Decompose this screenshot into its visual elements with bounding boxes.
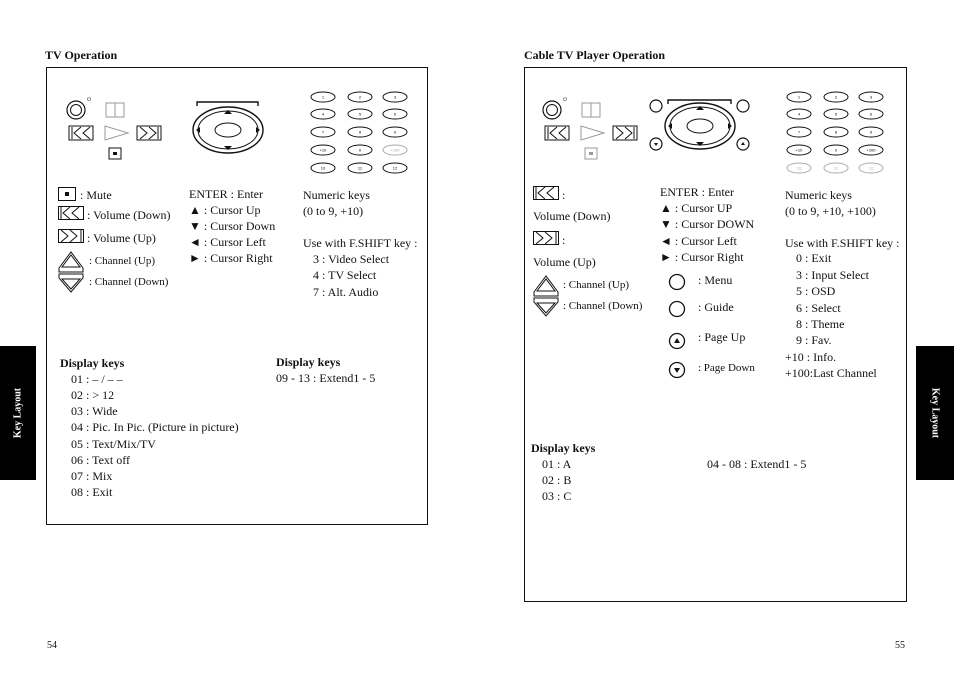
- left-numeric-keypad-icon: [310, 90, 410, 176]
- volume-up-icon: [533, 231, 559, 245]
- left-display-item: 07 : Mix: [71, 469, 113, 483]
- volume-down-icon: [533, 186, 559, 200]
- left-numeric-keys-label: Numeric keys: [303, 188, 370, 202]
- right-cursor-up-label: ▲ : Cursor UP: [660, 201, 733, 215]
- left-fshift-item: 7 : Alt. Audio: [313, 285, 379, 299]
- right-fshift-item: 0 : Exit: [796, 251, 832, 265]
- svg-text:2: 2: [834, 94, 838, 100]
- right-power-transport-icons: [540, 96, 650, 166]
- left-display-item: 08 : Exit: [71, 485, 113, 499]
- left-display-item: 04 : Pic. In Pic. (Picture in picture): [71, 420, 239, 434]
- right-channel-up-label: : Channel (Up): [563, 279, 629, 291]
- left-display-keys-title-2: Display keys: [276, 355, 341, 369]
- left-cursor-right-label: ► : Cursor Right: [189, 251, 273, 265]
- left-enter-label: ENTER : Enter: [189, 187, 263, 201]
- left-cursor-left-label: ◄ : Cursor Left: [189, 235, 266, 249]
- left-tab-label: Key Layout: [12, 387, 24, 439]
- svg-text:1: 1: [797, 94, 801, 100]
- left-page-title: TV Operation: [45, 48, 118, 62]
- right-enter-label: ENTER : Enter: [660, 185, 734, 199]
- svg-text:3: 3: [869, 94, 873, 100]
- right-fshift-item: 3 : Input Select: [796, 268, 869, 282]
- svg-text:9: 9: [393, 129, 397, 135]
- left-volume-down-label: : Volume (Down): [87, 208, 171, 222]
- left-display-item: 03 : Wide: [71, 404, 118, 418]
- right-page-title: Cable TV Player Operation: [524, 48, 665, 62]
- svg-text:11: 11: [833, 165, 839, 171]
- right-pageup-label: : Page Up: [698, 330, 746, 344]
- left-channel-down-label: : Channel (Down): [89, 276, 169, 288]
- svg-text:4: 4: [797, 111, 801, 117]
- svg-text:8: 8: [358, 129, 362, 135]
- right-fshift-item: +100:Last Channel: [785, 366, 877, 380]
- right-fshift-item: 5 : OSD: [796, 284, 836, 298]
- volume-up-icon: [58, 229, 84, 243]
- right-menu-label: : Menu: [698, 273, 733, 287]
- left-mute-label: : Mute: [80, 188, 112, 202]
- svg-text:11: 11: [357, 165, 363, 171]
- svg-text:0: 0: [358, 147, 362, 153]
- right-dpad-icon: [648, 98, 758, 156]
- left-fshift-item: 4 : TV Select: [313, 268, 377, 282]
- svg-text:3: 3: [393, 94, 397, 100]
- left-display-item: 01 : – / – –: [71, 372, 123, 386]
- right-display-keys-title: Display keys: [531, 441, 596, 455]
- svg-text:0: 0: [834, 147, 838, 153]
- svg-text:12: 12: [868, 165, 874, 171]
- right-display-item: 01 : A: [542, 457, 572, 471]
- left-display-extend: 09 - 13 : Extend1 - 5: [276, 371, 376, 385]
- left-volume-up-label: : Volume (Up): [87, 231, 156, 245]
- svg-text:10: 10: [796, 165, 802, 171]
- right-numeric-keypad-icon: [786, 90, 886, 176]
- svg-text:6: 6: [393, 111, 397, 117]
- svg-text:⏻: ⏻: [563, 97, 567, 103]
- left-fshift-label: Use with F.SHIFT key :: [303, 236, 418, 250]
- right-cursor-left-label: ◄ : Cursor Left: [660, 234, 737, 248]
- channel-up-down-icon: [532, 274, 562, 318]
- right-channel-down-label: : Channel (Down): [563, 300, 643, 312]
- svg-text:10: 10: [320, 165, 326, 171]
- svg-text:7: 7: [321, 129, 325, 135]
- left-display-item: 06 : Text off: [71, 453, 131, 467]
- guide-button-icon: [668, 300, 686, 318]
- svg-text:1: 1: [321, 94, 325, 100]
- right-display-item: 02 : B: [542, 473, 572, 487]
- left-display-keys-title: Display keys: [60, 356, 125, 370]
- right-fshift-label: Use with F.SHIFT key :: [785, 236, 900, 250]
- svg-text:9: 9: [869, 129, 873, 135]
- right-volume-up-label: Volume (Up): [533, 255, 596, 269]
- left-dpad-icon: [188, 100, 268, 158]
- page-down-icon: [668, 361, 686, 379]
- right-fshift-item: 9 : Fav.: [796, 333, 832, 347]
- svg-text:7: 7: [797, 129, 801, 135]
- svg-text:8: 8: [834, 129, 838, 135]
- right-volume-down-colon: :: [562, 188, 566, 202]
- channel-up-down-icon: [57, 250, 87, 294]
- svg-text:2: 2: [358, 94, 362, 100]
- left-display-item: 05 : Text/Mix/TV: [71, 437, 156, 451]
- svg-text:+100: +100: [390, 147, 400, 153]
- right-cursor-down-label: ▼ : Cursor DOWN: [660, 217, 755, 231]
- svg-text:6: 6: [869, 111, 873, 117]
- svg-text:⏻: ⏻: [87, 97, 91, 103]
- svg-text:+100: +100: [866, 147, 876, 153]
- svg-text:5: 5: [834, 111, 838, 117]
- svg-text:12: 12: [392, 165, 398, 171]
- left-channel-up-label: : Channel (Up): [89, 255, 155, 267]
- right-volume-up-colon: :: [562, 233, 566, 247]
- right-volume-down-label: Volume (Down): [533, 209, 611, 223]
- volume-down-icon: [58, 206, 84, 220]
- left-page-number: 54: [47, 640, 57, 651]
- right-guide-label: : Guide: [698, 300, 734, 314]
- right-display-extend: 04 - 08 : Extend1 - 5: [707, 457, 807, 471]
- right-tab-label: Key Layout: [929, 387, 941, 439]
- right-side-tab: [916, 346, 954, 480]
- page-up-icon: [668, 332, 686, 350]
- left-power-transport-icons: [64, 96, 174, 166]
- right-fshift-item: 6 : Select: [796, 301, 841, 315]
- right-fshift-item: +10 : Info.: [785, 350, 837, 364]
- right-numeric-range-label: (0 to 9, +10, +100): [785, 204, 876, 218]
- right-page-number: 55: [895, 640, 905, 651]
- svg-text:4: 4: [321, 111, 325, 117]
- menu-button-icon: [668, 273, 686, 291]
- right-fshift-item: 8 : Theme: [796, 317, 845, 331]
- left-numeric-range-label: (0 to 9, +10): [303, 204, 364, 218]
- svg-text:+10: +10: [319, 147, 327, 153]
- mute-icon: [58, 187, 76, 201]
- left-side-tab: [0, 346, 36, 480]
- left-display-item: 02 : > 12: [71, 388, 115, 402]
- left-cursor-up-label: ▲ : Cursor Up: [189, 203, 261, 217]
- right-numeric-keys-label: Numeric keys: [785, 188, 852, 202]
- left-fshift-item: 3 : Video Select: [313, 252, 390, 266]
- svg-text:+10: +10: [795, 147, 803, 153]
- right-cursor-right-label: ► : Cursor Right: [660, 250, 744, 264]
- svg-text:5: 5: [358, 111, 362, 117]
- left-cursor-down-label: ▼ : Cursor Down: [189, 219, 276, 233]
- right-display-item: 03 : C: [542, 489, 572, 503]
- right-pagedown-label: : Page Down: [698, 362, 755, 374]
